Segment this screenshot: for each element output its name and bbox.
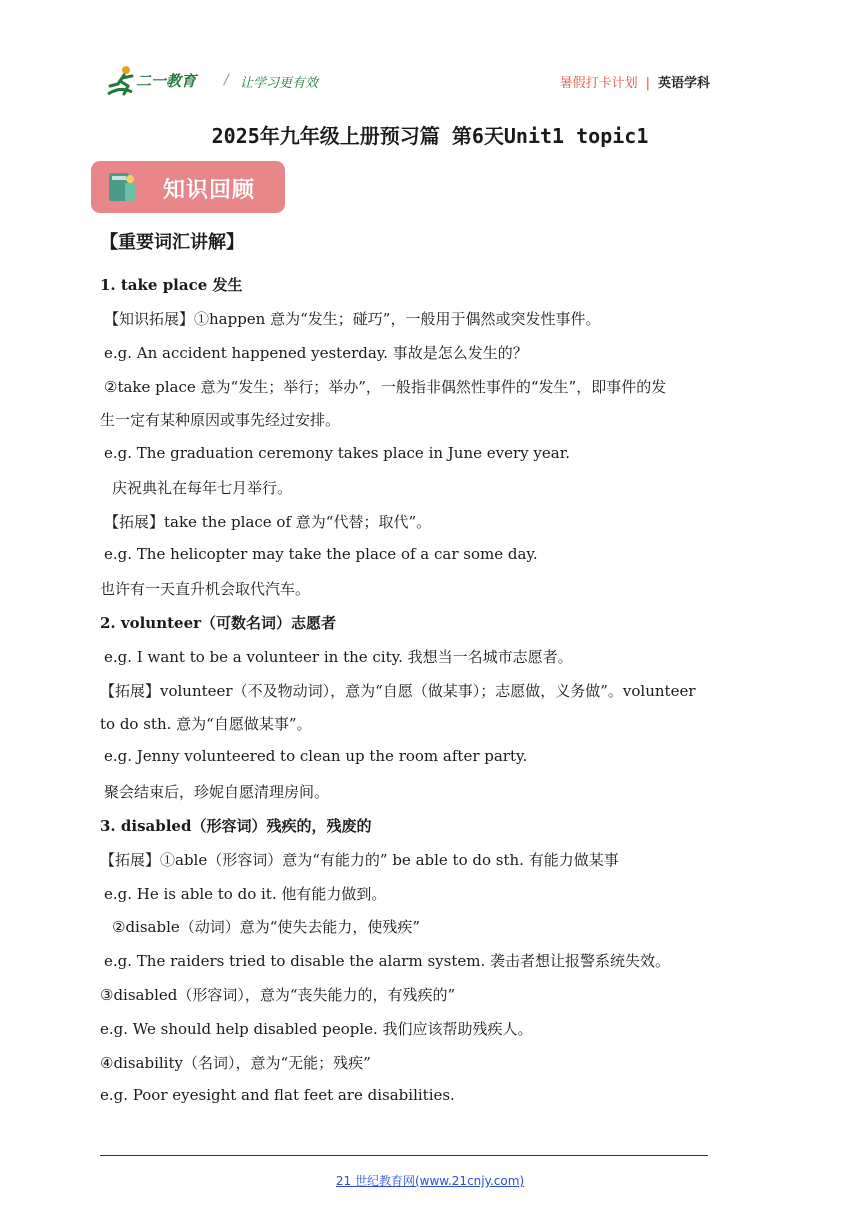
book-icon — [105, 169, 139, 205]
body-line: 聚会结束后，珍妮自愿清理房间。 — [104, 783, 330, 801]
section-heading: 2. volunteer（可数名词）志愿者 — [100, 614, 337, 632]
header-separator: | — [645, 76, 650, 91]
brand-slogan: 让学习更有效 — [240, 76, 319, 91]
body-line: ③disabled（形容词），意为“丧失能力的，有残疾的” — [100, 986, 456, 1004]
body-line: to do sth. 意为“自愿做某事”。 — [100, 715, 312, 733]
body-line: e.g. The raiders tried to disable the alarm system. 袭击者想让报警系统失效。 — [104, 952, 670, 970]
header-divider: / — [224, 72, 229, 88]
header-right — [560, 72, 710, 91]
body-line: 【拓展】take the place of 意为“代替；取代”。 — [104, 513, 432, 531]
body-line: ④disability（名词），意为“无能；残疾” — [100, 1054, 371, 1072]
section-heading: 1. take place 发生 — [100, 276, 243, 294]
body-line: e.g. Jenny volunteered to clean up the room after party. — [104, 747, 528, 765]
body-line: e.g. He is able to do it. 他有能力做到。 — [104, 885, 387, 903]
body-line: 也许有一天直升机会取代汽车。 — [100, 580, 311, 598]
footer-link[interactable]: 21 世纪教育网(www.21cnjy.com) — [335, 1174, 525, 1188]
body-line: e.g. The helicopter may take the place of a car some day. — [104, 545, 538, 563]
body-line: e.g. The graduation ceremony takes place in June every year. — [104, 444, 571, 462]
footer-divider — [100, 1155, 708, 1156]
section-badge-label: 知识回顾 — [163, 178, 256, 203]
body-line: e.g. Poor eyesight and flat feet are disabilities. — [100, 1086, 455, 1104]
body-line: ②take place 意为“发生；举行；举办”，一般指非偶然性事件的“发生”，即事件的发 — [104, 378, 667, 396]
plan-label: 暑假打卡计划 — [559, 76, 638, 91]
body-line: 【知识拓展】①happen 意为“发生；碰巧”，一般用于偶然或突发性事件。 — [104, 310, 601, 328]
body-line: e.g. An accident happened yesterday. 事故是怎么发生的？ — [104, 344, 528, 362]
brand-name: 二一教育 — [136, 72, 197, 90]
body-line: e.g. I want to be a volunteer in the city. 我想当一名城市志愿者。 — [104, 648, 573, 666]
body-line: ②disable（动词）意为“使失去能力，使残疾” — [112, 918, 421, 936]
subject-label: 英语学科 — [657, 76, 710, 91]
section-heading: 3. disabled（形容词）残疾的，残废的 — [100, 817, 372, 835]
body-line: e.g. We should help disabled people. 我们应该帮助残疾人。 — [100, 1020, 533, 1038]
body-line: 庆祝典礼在每年七月举行。 — [112, 479, 293, 497]
body-line: 生一定有某种原因或事先经过安排。 — [100, 411, 341, 429]
section-heading: 【重要词汇讲解】 — [100, 232, 244, 253]
page-header — [106, 60, 710, 100]
body-line: 【拓展】①able（形容词）意为“有能力的” be able to do sth. 有能力做某事 — [100, 851, 619, 869]
section-badge — [91, 161, 285, 213]
body-line: 【拓展】volunteer（不及物动词），意为“自愿（做某事）；志愿做，义务做”。volunteer — [100, 682, 696, 700]
page-title: 2025年九年级上册预习篇 第6天Unit1 topic1 — [211, 124, 649, 148]
